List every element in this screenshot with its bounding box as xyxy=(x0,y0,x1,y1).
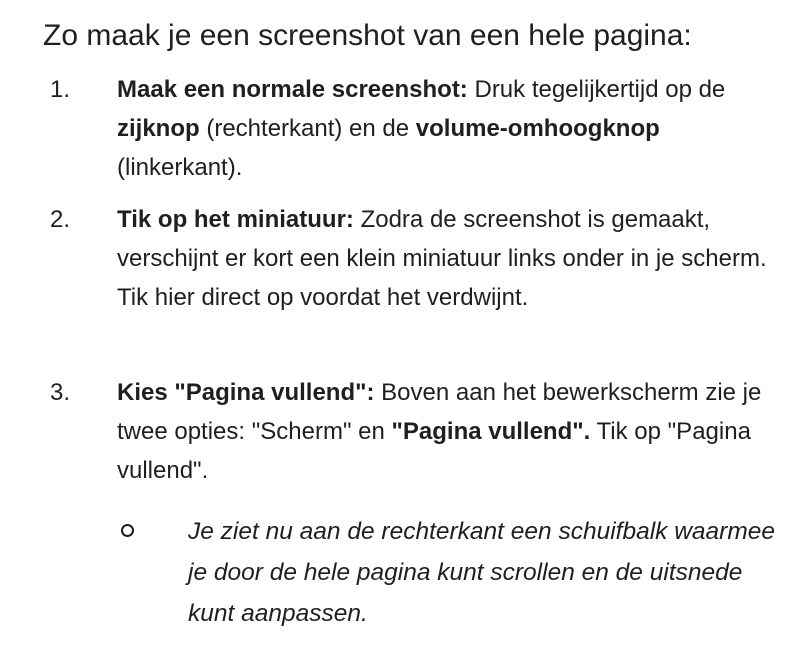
step-bold-term: "Pagina vullend". xyxy=(391,418,591,445)
step-number: 1. xyxy=(50,76,71,103)
hollow-circle-bullet-icon xyxy=(121,524,134,537)
step-text-part: Boven aan het bewerkscherm zie je twee opties: "Scherm" en xyxy=(117,379,762,445)
step-number: 2. xyxy=(50,206,71,233)
step-lead: Maak een normale screenshot: xyxy=(117,76,468,103)
step-text-part: Tik op "Pagina vullend". xyxy=(117,418,751,484)
step-bold-term: zijknop xyxy=(117,115,200,142)
step-text xyxy=(117,70,777,187)
step-lead: Kies "Pagina vullend": xyxy=(117,379,375,406)
step-lead: Tik op het miniatuur: xyxy=(117,206,354,233)
step-text xyxy=(117,373,777,490)
step-text xyxy=(117,200,777,317)
step-text-part: (rechterkant) en de xyxy=(199,115,416,142)
step-bold-term: volume-omhoogknop xyxy=(415,115,660,142)
step-text-part: Zodra de screenshot is gemaakt, verschijnt er kort een klein miniatuur links onder in je scherm. Tik hier direct op voordat het verdwijnt. xyxy=(117,206,767,311)
page-title: Zo maak je een screenshot van een hele pagina: xyxy=(43,19,692,52)
step-text-part: Druk tegelijkertijd op de xyxy=(467,76,726,103)
step-number: 3. xyxy=(50,379,71,406)
sub-bullet-text: Je ziet nu aan de rechterkant een schuifbalk waarmee je door de hele pagina kunt scrollen en de uitsnede kunt aanpassen. xyxy=(188,518,775,627)
step-text-part: (linkerkant). xyxy=(117,154,243,181)
